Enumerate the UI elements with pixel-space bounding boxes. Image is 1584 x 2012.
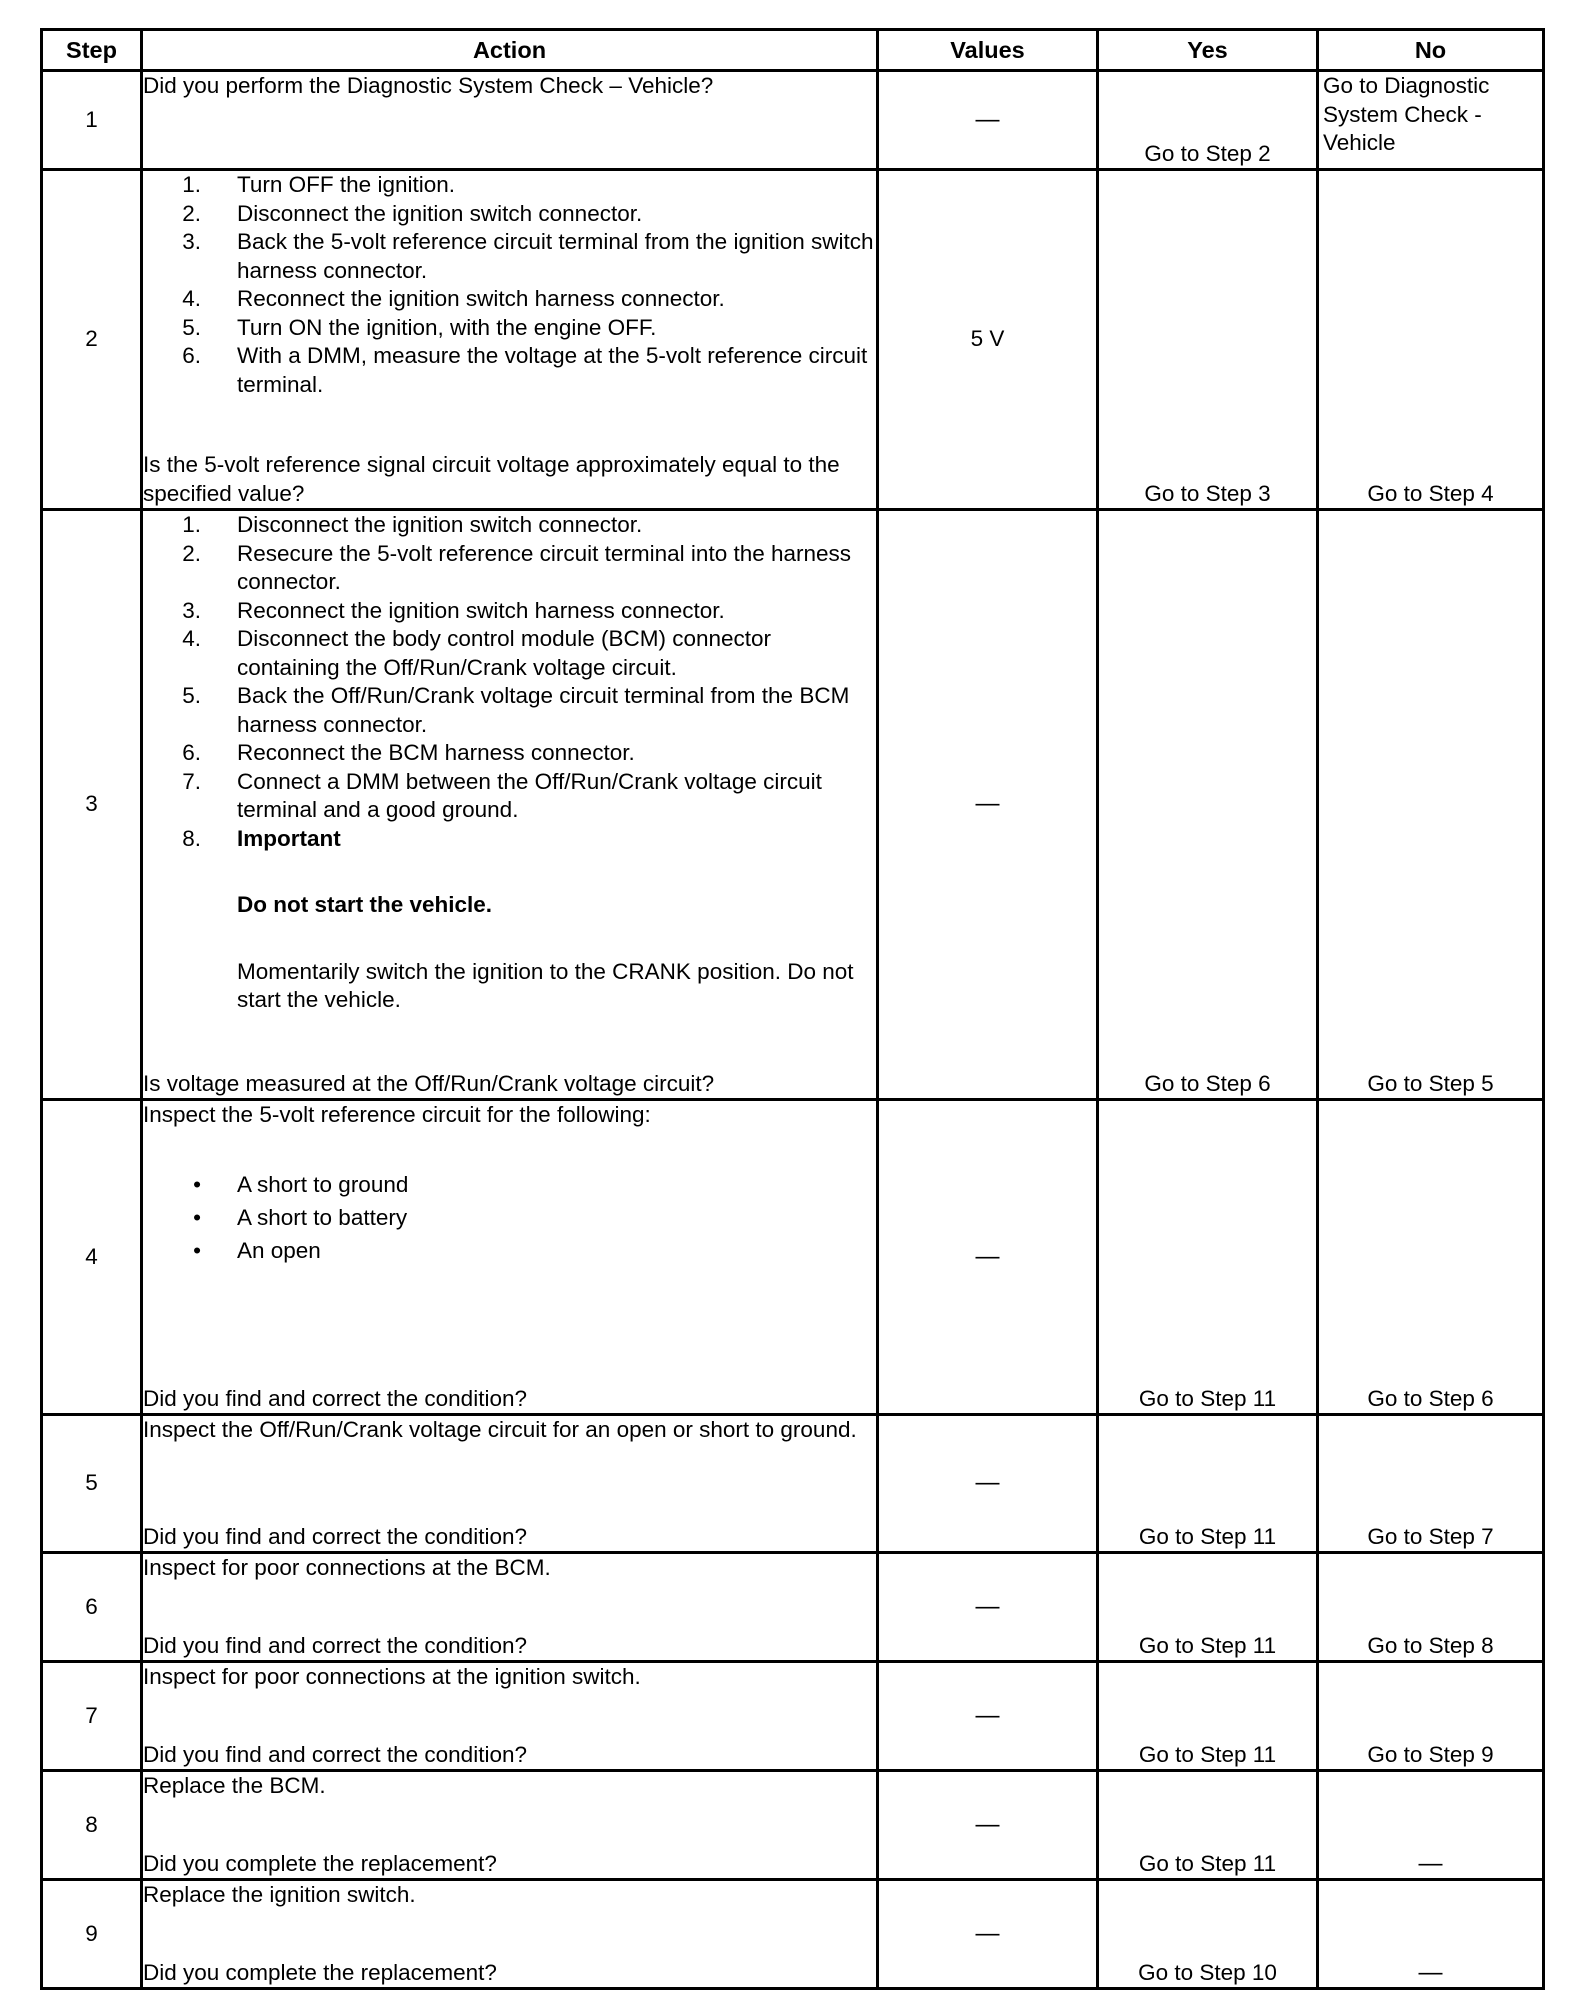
action-question: Did you complete the replacement? bbox=[143, 1850, 497, 1876]
action-intro: Inspect the Off/Run/Crank voltage circuit for an open or short to ground. bbox=[143, 1417, 857, 1442]
list-item: 4. Reconnect the ignition switch harness connector. bbox=[182, 286, 725, 311]
list-item: 4. Disconnect the body control module (BCM) connector containing the Off/Run/Crank voltage circuit. bbox=[182, 626, 772, 680]
action-question: Did you find and correct the condition? bbox=[143, 1385, 527, 1411]
header-yes: Yes bbox=[1098, 30, 1318, 71]
no-cell: Go to Step 6 bbox=[1318, 1100, 1544, 1415]
action-cell bbox=[142, 1771, 878, 1880]
table-row bbox=[42, 1662, 1544, 1771]
list-item: • A short to ground bbox=[193, 1171, 409, 1197]
action-cell bbox=[142, 1880, 878, 1989]
table-row bbox=[42, 1100, 1544, 1415]
yes-cell: Go to Step 6 bbox=[1098, 510, 1318, 1100]
table-row bbox=[42, 1771, 1544, 1880]
header-values: Values bbox=[878, 30, 1098, 71]
value-cell: — bbox=[878, 1100, 1098, 1415]
action-question: Did you find and correct the condition? bbox=[143, 1523, 527, 1549]
condition-list bbox=[143, 1168, 876, 1267]
list-item: 2. Resecure the 5-volt reference circuit terminal into the harness connector. bbox=[182, 540, 852, 594]
list-item: 7. Connect a DMM between the Off/Run/Crank voltage circuit terminal and a good ground. bbox=[182, 768, 822, 822]
table-row bbox=[42, 170, 1544, 510]
no-cell: Go to Step 5 bbox=[1318, 510, 1544, 1100]
list-item: 2. Disconnect the ignition switch connector. bbox=[182, 200, 643, 226]
step-number: 8 bbox=[42, 1771, 142, 1880]
header-step: Step bbox=[42, 30, 142, 71]
yes-cell: Go to Step 11 bbox=[1098, 1415, 1318, 1553]
value-cell: — bbox=[878, 71, 1098, 170]
yes-cell: Go to Step 10 bbox=[1098, 1880, 1318, 1989]
action-cell bbox=[142, 510, 878, 1100]
list-item: 3. Reconnect the ignition switch harness connector. bbox=[182, 597, 725, 623]
action-cell bbox=[142, 170, 878, 510]
list-item: 5. Turn ON the ignition, with the engine OFF. bbox=[182, 314, 657, 340]
action-question: Is the 5-volt reference signal circuit voltage approximately equal to the specified value? bbox=[143, 452, 840, 506]
yes-cell: Go to Step 11 bbox=[1098, 1771, 1318, 1880]
header-action: Action bbox=[142, 30, 878, 71]
list-item: 6. With a DMM, measure the voltage at the 5-volt reference circuit terminal. bbox=[182, 343, 868, 397]
table-row bbox=[42, 1553, 1544, 1662]
action-cell bbox=[142, 1662, 878, 1771]
action-cell bbox=[142, 71, 878, 170]
yes-cell: Go to Step 2 bbox=[1098, 71, 1318, 170]
list-item: • An open bbox=[193, 1237, 321, 1263]
no-cell: Go to Step 9 bbox=[1318, 1662, 1544, 1771]
table-row bbox=[42, 1415, 1544, 1553]
value-cell: — bbox=[878, 1662, 1098, 1771]
action-question: Is voltage measured at the Off/Run/Crank voltage circuit? bbox=[143, 1070, 715, 1096]
list-item: 1. Disconnect the ignition switch connector. bbox=[182, 512, 643, 537]
action-question: Did you find and correct the condition? bbox=[143, 1741, 527, 1767]
table-row bbox=[42, 1880, 1544, 1989]
diagnostic-table bbox=[40, 28, 1545, 1990]
action-question: Did you find and correct the condition? bbox=[143, 1632, 527, 1658]
no-cell: Go to Step 4 bbox=[1318, 170, 1544, 510]
step-number: 7 bbox=[42, 1662, 142, 1771]
action-cell bbox=[142, 1415, 878, 1553]
value-cell: 5 V bbox=[878, 170, 1098, 510]
yes-cell: Go to Step 3 bbox=[1098, 170, 1318, 510]
important-note: Do not start the vehicle. bbox=[237, 892, 493, 917]
step-number: 1 bbox=[42, 71, 142, 170]
list-item: 1. Turn OFF the ignition. bbox=[182, 172, 456, 197]
action-cell bbox=[142, 1553, 878, 1662]
step-number: 2 bbox=[42, 170, 142, 510]
list-item: 5. Back the Off/Run/Crank voltage circuit terminal from the BCM harness connector. bbox=[182, 683, 850, 737]
header-row bbox=[42, 30, 1544, 71]
action-intro: Inspect for poor connections at the ignition switch. bbox=[143, 1664, 641, 1689]
action-intro: Inspect the 5-volt reference circuit for the following: bbox=[143, 1102, 651, 1127]
step-number: 5 bbox=[42, 1415, 142, 1553]
action-intro: Inspect for poor connections at the BCM. bbox=[143, 1555, 551, 1580]
value-cell: — bbox=[878, 1880, 1098, 1989]
important-label: Important bbox=[237, 825, 341, 851]
no-cell: Go to Diagnostic System Check - Vehicle bbox=[1318, 71, 1544, 170]
yes-cell: Go to Step 11 bbox=[1098, 1553, 1318, 1662]
list-item: 8. Important bbox=[143, 825, 876, 854]
no-cell: Go to Step 7 bbox=[1318, 1415, 1544, 1553]
table-row bbox=[42, 71, 1544, 170]
value-cell: — bbox=[878, 1415, 1098, 1553]
action-intro: Replace the BCM. bbox=[143, 1773, 326, 1798]
list-item: 6. Reconnect the BCM harness connector. bbox=[182, 740, 635, 765]
value-cell: — bbox=[878, 1771, 1098, 1880]
list-item: 3. Back the 5-volt reference circuit terminal from the ignition switch harness connector. bbox=[182, 229, 874, 283]
action-intro: Replace the ignition switch. bbox=[143, 1882, 416, 1907]
table-row bbox=[42, 510, 1544, 1100]
list-item: • A short to battery bbox=[193, 1204, 408, 1230]
step-list bbox=[143, 511, 876, 853]
action-instruction: Momentarily switch the ignition to the CRANK position. Do not start the vehicle. bbox=[237, 958, 854, 1012]
yes-cell: Go to Step 11 bbox=[1098, 1100, 1318, 1415]
action-intro: Did you perform the Diagnostic System Check – Vehicle? bbox=[143, 73, 714, 98]
no-cell: Go to Step 8 bbox=[1318, 1553, 1544, 1662]
step-number: 6 bbox=[42, 1553, 142, 1662]
yes-cell: Go to Step 11 bbox=[1098, 1662, 1318, 1771]
step-number: 3 bbox=[42, 510, 142, 1100]
value-cell: — bbox=[878, 510, 1098, 1100]
value-cell: — bbox=[878, 1553, 1098, 1662]
no-cell: — bbox=[1318, 1880, 1544, 1989]
no-cell: — bbox=[1318, 1771, 1544, 1880]
step-number: 9 bbox=[42, 1880, 142, 1989]
action-question: Did you complete the replacement? bbox=[143, 1959, 497, 1985]
step-number: 4 bbox=[42, 1100, 142, 1415]
action-cell bbox=[142, 1100, 878, 1415]
step-list bbox=[143, 171, 876, 399]
header-no: No bbox=[1318, 30, 1544, 71]
